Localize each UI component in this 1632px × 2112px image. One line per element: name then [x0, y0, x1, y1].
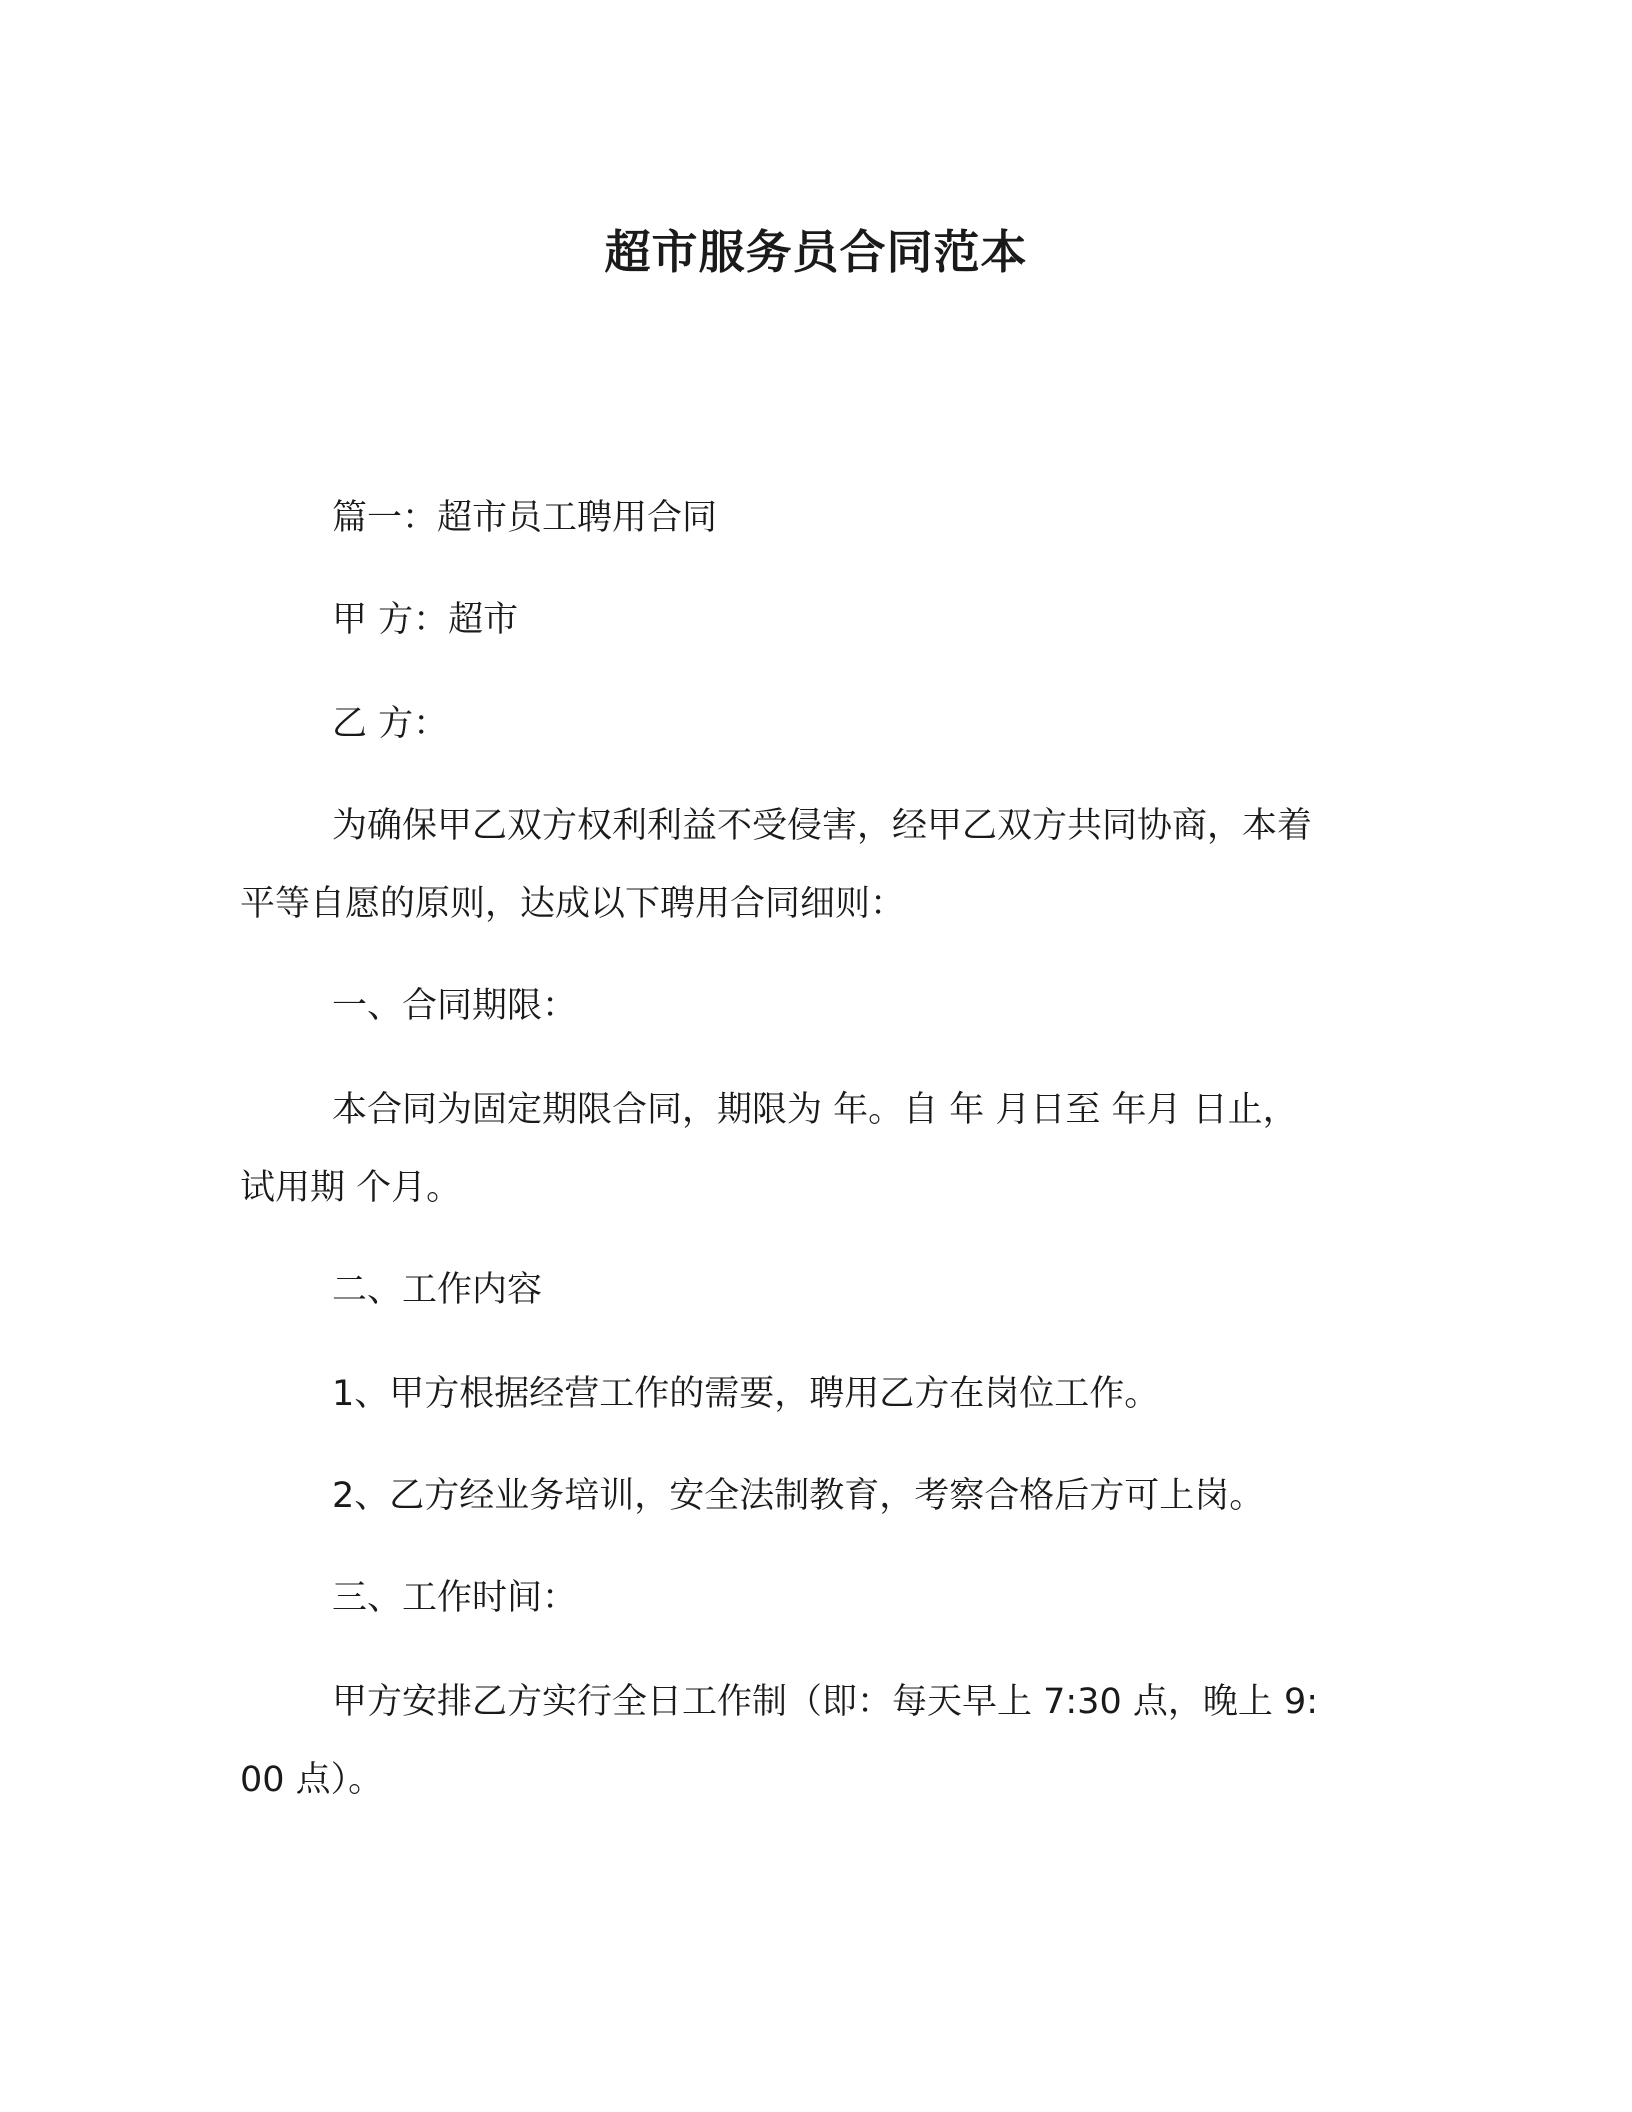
clause-3-line-1: 甲方安排乙方实行全日工作制（即：每天早上 7:30 点，晚上 9: [332, 1682, 1319, 1722]
section-heading: 篇一：超市员工聘用合同 [332, 498, 718, 538]
clause-1-heading: 一、合同期限： [332, 986, 578, 1026]
clause-3-heading: 三、工作时间： [332, 1578, 578, 1618]
clause-1-line-2: 试用期 个月。 [240, 1168, 462, 1208]
intro-line-2: 平等自愿的原则，达成以下聘用合同细则： [240, 884, 906, 924]
clause-1-line-1: 本合同为固定期限合同，期限为 年。自 年 月日至 年月 日止， [332, 1090, 1298, 1130]
clause-2-item-2: 2、乙方经业务培训，安全法制教育，考察合格后方可上岗。 [332, 1476, 1265, 1516]
party-b-line: 乙 方： [332, 704, 449, 744]
intro-line-1: 为确保甲乙双方权利利益不受侵害，经甲乙双方共同协商，本着 [332, 806, 1313, 846]
clause-2-item-1: 1、甲方根据经营工作的需要，聘用乙方在岗位工作。 [332, 1374, 1160, 1414]
party-a-line: 甲 方：超市 [332, 600, 519, 640]
document-title: 超市服务员合同范本 [604, 225, 1028, 279]
clause-3-line-2: 00 点）。 [240, 1760, 384, 1800]
clause-2-heading: 二、工作内容 [332, 1270, 543, 1310]
